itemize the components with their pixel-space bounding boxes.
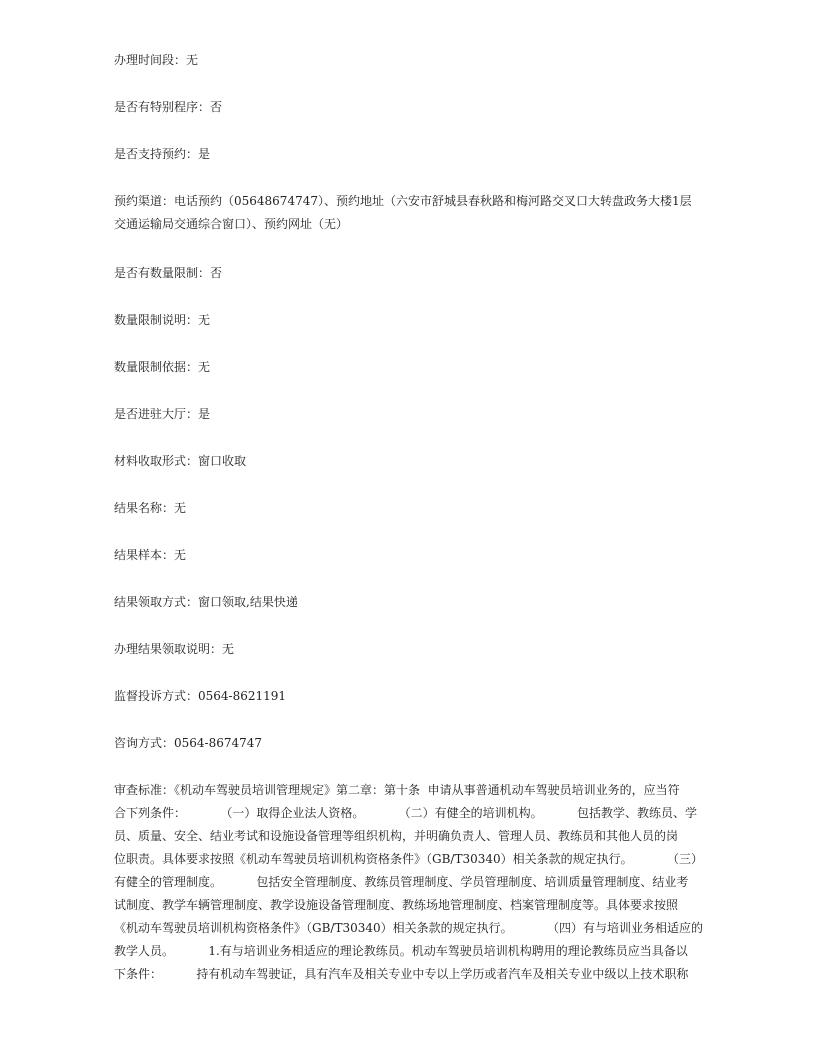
field-special-procedure: [114, 96, 222, 119]
field-value: 无: [174, 548, 187, 562]
review-line: 位职责。具体要求按照《机动车驾驶员培训机构资格条件》（GB/T30340）相关条款的规定执行。 （三）: [114, 852, 703, 866]
field-value: 窗口领取,结果快递: [198, 595, 298, 609]
field-appointment-support: [114, 143, 210, 166]
field-label: 办理结果领取说明：: [114, 642, 223, 656]
field-in-hall: [114, 403, 210, 426]
field-quantity-limit-basis: [114, 356, 210, 379]
field-label: 是否有数量限制：: [114, 266, 211, 280]
review-line: 试制度、教学车辆管理制度、教学设施设备管理制度、教练场地管理制度、档案管理制度等。具体要求按照: [114, 898, 679, 912]
field-value: 无: [174, 501, 187, 515]
field-value: 否: [210, 100, 223, 114]
appointment-line: 交通运输局交通综合窗口）、预约网址（无）: [114, 217, 349, 231]
field-value: 窗口收取: [198, 454, 247, 468]
field-value: 无: [198, 360, 211, 374]
field-value: 无: [186, 53, 199, 67]
field-material-collection: [114, 450, 246, 473]
field-label: 办理时间段：: [114, 53, 187, 67]
field-label: 是否进驻大厅：: [114, 407, 199, 421]
field-quantity-limit-note: [114, 309, 210, 332]
review-line: 有健全的管理制度。 包括安全管理制度、教练员管理制度、学员管理制度、培训质量管理制度、结业考: [114, 875, 689, 889]
review-line: 审查标准：《机动车驾驶员培训管理规定》第二章：第十条 申请从事普通机动车驾驶员培训业务的，应当符: [114, 783, 680, 797]
field-label: 结果名称：: [114, 501, 175, 515]
field-quantity-limit: [114, 262, 222, 285]
review-line: 教学人员。 1.有与培训业务相适应的理论教练员。机动车驾驶员培训机构聘用的理论教练员应当具备以: [114, 944, 688, 958]
field-label: 材料收取形式：: [114, 454, 199, 468]
field-label: 结果领取方式：: [114, 595, 199, 609]
field-label: 监督投诉方式：: [114, 689, 199, 703]
appointment-line: 预约渠道：电话预约（05648674747）、预约地址（六安市舒城县春秋路和梅河路交叉口大转盘政务大楼1层: [114, 194, 692, 208]
field-label: 是否支持预约：: [114, 147, 199, 161]
field-value: 无: [222, 642, 235, 656]
field-label: 是否有特别程序：: [114, 100, 211, 114]
review-standard: [114, 779, 703, 986]
field-label: 结果样本：: [114, 548, 175, 562]
field-value: 0564-8621191: [198, 689, 287, 703]
field-complaint-contact: [114, 685, 286, 708]
review-line: 下条件： 持有机动车驾驶证，具有汽车及相关专业中专以上学历或者汽车及相关专业中级以上技术职称: [114, 967, 689, 981]
field-value: 0564-8674747: [174, 736, 263, 750]
field-result-pickup-note: [114, 638, 234, 661]
field-value: 否: [210, 266, 223, 280]
field-label: 数量限制说明：: [114, 313, 199, 327]
field-inquiry-contact: [114, 732, 262, 755]
field-label: 数量限制依据：: [114, 360, 199, 374]
field-result-sample: [114, 544, 186, 567]
field-processing-time: [114, 49, 198, 72]
review-line: 合下列条件： （一）取得企业法人资格。 （二）有健全的培训机构。 包括教学、教练员、学: [114, 806, 697, 820]
field-value: 无: [198, 313, 211, 327]
field-result-name: [114, 497, 186, 520]
field-label: 咨询方式：: [114, 736, 175, 750]
review-line: 员、质量、安全、结业考试和设施设备管理等组织机构，并明确负责人、管理人员、教练员和其他人员的岗: [114, 829, 679, 843]
field-value: 是: [198, 147, 211, 161]
review-line: 《机动车驾驶员培训机构资格条件》（GB/T30340）相关条款的规定执行。 （四）有与培训业务相适应的: [114, 921, 703, 935]
field-result-pickup: [114, 591, 298, 614]
field-value: 是: [198, 407, 211, 421]
appointment-channels: [114, 190, 692, 236]
